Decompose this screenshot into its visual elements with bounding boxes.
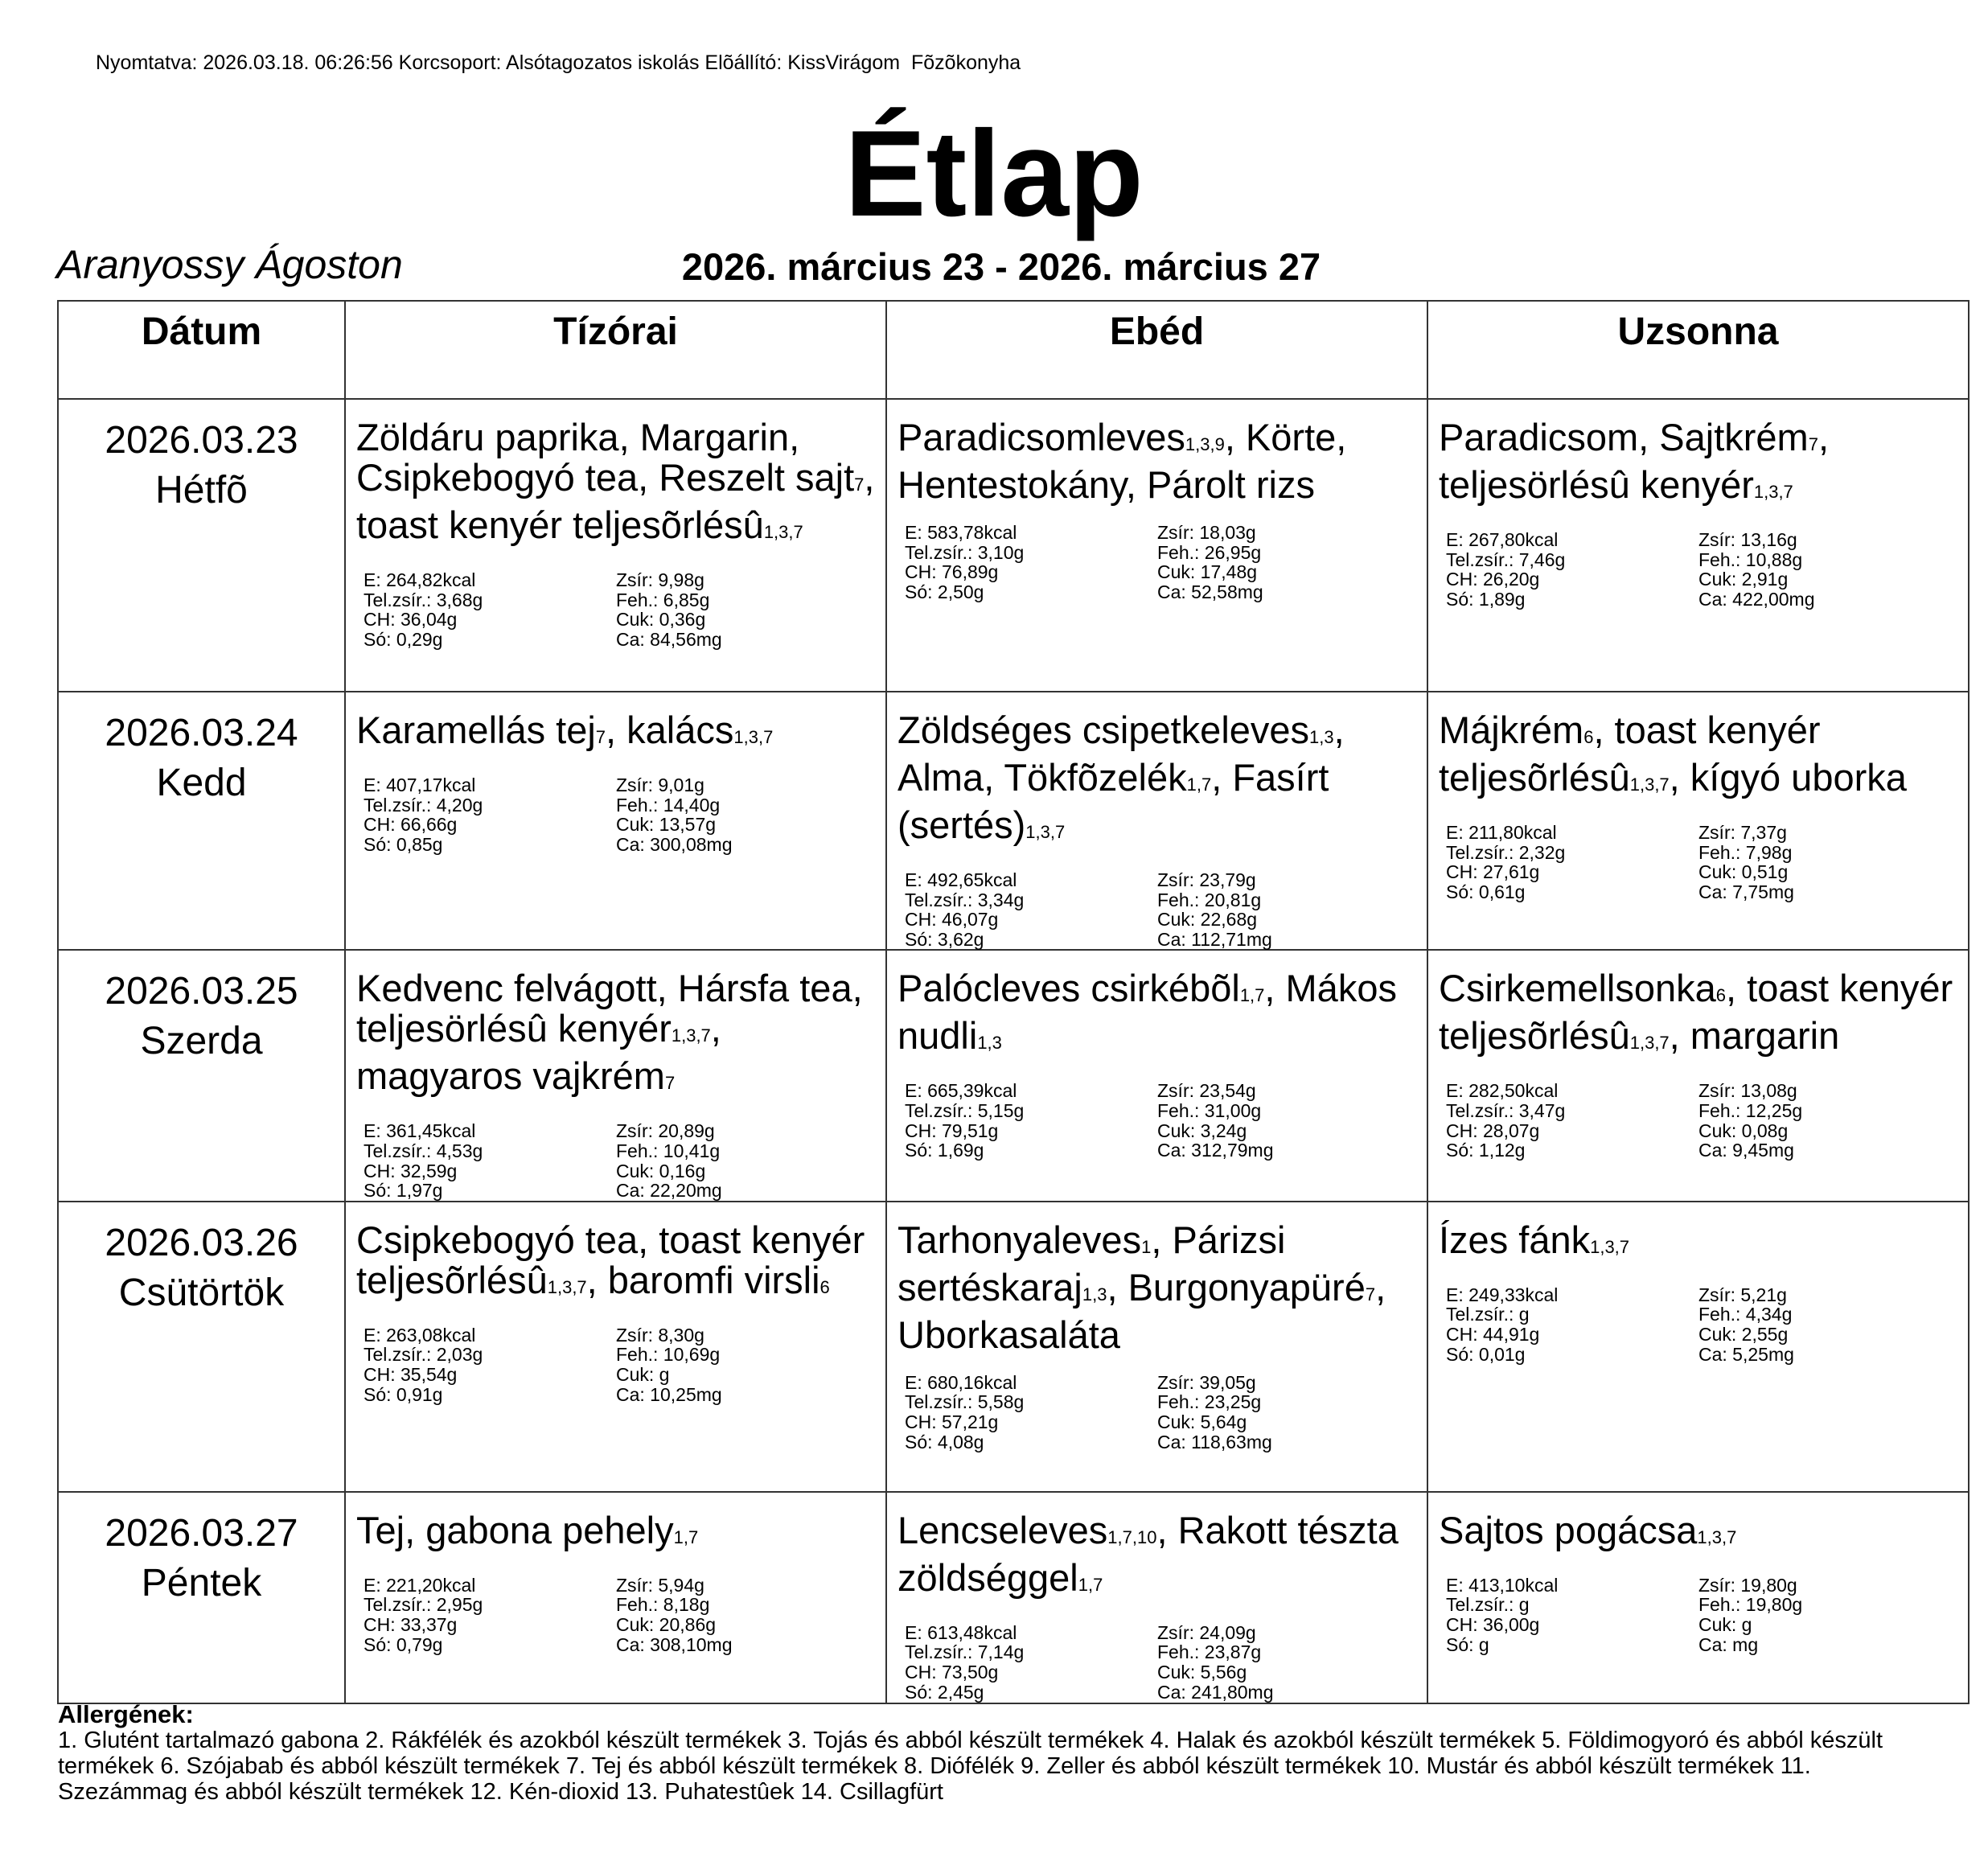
food-text: , baromfi virsli — [586, 1258, 820, 1301]
food-text: , kalács — [606, 709, 734, 751]
nutrition-value: CH: 66,66g — [364, 814, 458, 836]
nutrition-value: Feh.: 23,87g — [1157, 1641, 1262, 1663]
meal-cell-ebed — [886, 399, 1427, 692]
nutrition-value: CH: 32,59g — [364, 1160, 458, 1181]
allergen-codes: 7 — [595, 727, 606, 747]
allergen-codes: 1,3,7 — [547, 1276, 587, 1297]
nutrition-value: Só: 3,62g — [905, 928, 984, 950]
allergen-codes: 1,3,7 — [1697, 1526, 1737, 1547]
nutrition-value: Feh.: 7,98g — [1698, 841, 1793, 863]
table-row — [58, 1492, 1969, 1703]
allergen-codes: 1,3,7 — [1629, 774, 1670, 795]
nutrition-value: E: 680,16kcal — [905, 1371, 1017, 1393]
nutrition-value: Tel.zsír.: 5,58g — [905, 1391, 1025, 1413]
food-text: , margarin — [1669, 1014, 1840, 1058]
nutrition-value: Ca: 308,10mg — [616, 1633, 733, 1655]
food-text: , magyaros vajkrém — [356, 1007, 721, 1098]
date-cell — [58, 399, 345, 692]
meal-cell-tizorai — [345, 692, 886, 950]
nutrition-value: Só: 4,08g — [905, 1431, 984, 1452]
food-text: , kígyó uborka — [1669, 756, 1907, 799]
nutrition-value: CH: 28,07g — [1446, 1120, 1540, 1141]
allergen-codes: 7 — [1808, 434, 1818, 454]
allergen-codes: 6 — [819, 1276, 830, 1297]
nutrition-value: Ca: 10,25mg — [616, 1383, 722, 1405]
nutrition-value: CH: 46,07g — [905, 909, 999, 931]
nutrition-value: Cuk: 17,48g — [1157, 561, 1258, 583]
food-list — [887, 1202, 1427, 1355]
menu-table — [57, 300, 1970, 1704]
nutrition-value: Zsír: 18,03g — [1157, 522, 1256, 543]
nutrition-value: Tel.zsír.: 3,10g — [905, 541, 1025, 563]
food-list — [1428, 1493, 1968, 1558]
nutrition-value: Zsír: 23,54g — [1157, 1080, 1256, 1102]
allergen-codes: 6 — [1583, 727, 1594, 747]
date-value: 2026.03.24 — [105, 712, 298, 754]
nutrition-value: Feh.: 20,81g — [1157, 889, 1262, 910]
food-text: Ízes fánk — [1439, 1218, 1591, 1261]
nutrition-value: Zsír: 8,30g — [616, 1324, 704, 1346]
food-text: Májkrém — [1439, 709, 1584, 751]
table-row — [58, 399, 1969, 692]
meal-cell-uzsonna — [1427, 1202, 1969, 1492]
nutrition-value: Zsír: 19,80g — [1698, 1574, 1797, 1596]
nutrition-value: Ca: 52,58mg — [1157, 581, 1263, 602]
nutrition-value: Cuk: 2,91g — [1698, 569, 1789, 590]
meal-cell-ebed — [886, 692, 1427, 950]
table-row — [58, 692, 1969, 950]
nutrition-info — [887, 1605, 1427, 1702]
meal-cell-tizorai — [345, 1492, 886, 1703]
date-cell — [58, 1492, 345, 1703]
nutrition-value: E: 413,10kcal — [1446, 1574, 1559, 1596]
allergen-codes: 7 — [1365, 1284, 1376, 1304]
nutrition-value: Cuk: 0,16g — [616, 1160, 706, 1181]
allergen-codes: 1,7 — [1186, 774, 1212, 795]
food-text: Zöldáru paprika, Margarin, Csipkebogyó tea, Reszelt sajt — [356, 416, 855, 499]
nutrition-value: Tel.zsír.: 5,15g — [905, 1099, 1025, 1121]
food-text: Csirkemellsonka — [1439, 967, 1716, 1010]
nutrition-value: Zsír: 7,37g — [1698, 822, 1787, 843]
nutrition-value: Tel.zsír.: 3,47g — [1446, 1099, 1566, 1121]
allergen-legend — [58, 1702, 1908, 1805]
nutrition-info — [346, 758, 885, 854]
nutrition-value: CH: 36,00g — [1446, 1613, 1540, 1635]
allergen-codes: 1,3,7 — [1629, 1033, 1670, 1054]
food-text: Paradicsomleves — [897, 416, 1185, 458]
allergen-codes: 7 — [854, 475, 865, 495]
nutrition-value: Feh.: 23,25g — [1157, 1391, 1262, 1413]
nutrition-value: Feh.: 10,41g — [616, 1140, 721, 1161]
meal-cell-uzsonna — [1427, 950, 1969, 1201]
nutrition-value: E: 221,20kcal — [364, 1574, 476, 1596]
allergen-codes: 1 — [1141, 1236, 1152, 1257]
nutrition-value: Zsír: 13,08g — [1698, 1080, 1797, 1102]
nutrition-value: Ca: 422,00mg — [1698, 588, 1815, 610]
nutrition-value: Feh.: 10,69g — [616, 1344, 721, 1366]
nutrition-value: Tel.zsír.: 2,32g — [1446, 841, 1566, 863]
nutrition-value: Só: 0,29g — [364, 628, 443, 650]
food-list — [346, 400, 885, 553]
nutrition-value: CH: 57,21g — [905, 1411, 999, 1432]
nutrition-value: Zsír: 5,94g — [616, 1574, 704, 1596]
allergen-list: 1. Glutént tartalmazó gabona 2. Rákfélék és azokból készült termékek 3. Tojás és abból készült termékek 4. Halak és azokból készült termékek 5. Földimogyoró és abból készült termékek 6. Szójabab és abból készült termékek 7. Tej és abból készült termékek 8. Diófélék 9. Zeller és abból készült termékek 10. Mustár és abból készült termékek 11. Szezámmag és abból készült termékek 12. Kén-dioxid 13. Puhatestûek 14. Csillagfürt — [58, 1728, 1883, 1805]
allergen-codes: 1,3,7 — [763, 522, 803, 542]
nutrition-value: Só: 0,01g — [1446, 1343, 1526, 1365]
allergen-codes: 1,3 — [1309, 727, 1334, 747]
meal-cell-tizorai — [345, 1202, 886, 1492]
meal-cell-tizorai — [345, 950, 886, 1201]
column-header-date: Dátum — [58, 301, 345, 399]
date-value: 2026.03.27 — [105, 1511, 298, 1555]
food-text: , teljesörlésû kenyér — [1439, 416, 1830, 506]
nutrition-info — [346, 553, 885, 649]
date-cell — [58, 692, 345, 950]
date-value: 2026.03.26 — [105, 1221, 298, 1264]
column-header-tizorai: Tízórai — [345, 301, 886, 399]
meal-cell-ebed — [886, 1202, 1427, 1492]
food-text: , Fasírt (sertés) — [897, 756, 1329, 846]
day-name: Szerda — [140, 1020, 263, 1063]
allergen-codes: 1,7 — [1239, 985, 1265, 1006]
nutrition-value: Zsír: 9,01g — [616, 774, 704, 795]
nutrition-value: E: 583,78kcal — [905, 522, 1017, 543]
food-list — [1428, 951, 1968, 1063]
nutrition-value: Zsír: 5,21g — [1698, 1284, 1787, 1305]
nutrition-info — [1428, 1558, 1968, 1654]
nutrition-value: Só: 0,79g — [364, 1633, 443, 1655]
food-text: Csipkebogyó tea, toast kenyér teljesõrlésû — [356, 1218, 865, 1301]
person-name: Aranyossy Ágoston — [56, 242, 403, 287]
meal-cell-tizorai — [345, 399, 886, 692]
nutrition-value: E: 407,17kcal — [364, 774, 476, 795]
food-list — [887, 400, 1427, 505]
food-text: Tej, gabona pehely — [356, 1508, 674, 1551]
nutrition-value: Feh.: 4,34g — [1698, 1304, 1793, 1325]
nutrition-value: Feh.: 31,00g — [1157, 1099, 1262, 1121]
nutrition-value: Cuk: g — [1698, 1613, 1752, 1635]
food-list — [887, 692, 1427, 853]
nutrition-value: E: 282,50kcal — [1446, 1080, 1559, 1102]
nutrition-value: Tel.zsír.: g — [1446, 1304, 1530, 1325]
nutrition-value: Tel.zsír.: 2,95g — [364, 1594, 483, 1616]
nutrition-value: CH: 73,50g — [905, 1661, 999, 1682]
food-text: , Párizsi sertéskaraj — [897, 1218, 1286, 1309]
nutrition-value: Só: 2,45g — [905, 1681, 984, 1703]
allergen-codes: 1,3,7 — [1590, 1236, 1630, 1257]
nutrition-value: Zsír: 23,79g — [1157, 869, 1256, 890]
food-text: , Burgonyapüré — [1107, 1265, 1366, 1309]
nutrition-value: Zsír: 24,09g — [1157, 1621, 1256, 1643]
food-text: , Uborkasaláta — [897, 1265, 1386, 1356]
food-text: , toast kenyér teljesõrlésû — [1439, 967, 1953, 1058]
nutrition-info — [346, 1308, 885, 1404]
nutrition-value: CH: 76,89g — [905, 561, 999, 583]
nutrition-info — [887, 1063, 1427, 1160]
nutrition-info — [1428, 805, 1968, 902]
nutrition-value: CH: 79,51g — [905, 1120, 999, 1141]
nutrition-value: Só: 1,12g — [1446, 1140, 1526, 1161]
nutrition-value: Tel.zsír.: 3,34g — [905, 889, 1025, 910]
column-header-uzsonna: Uzsonna — [1427, 301, 1969, 399]
nutrition-info — [887, 505, 1427, 602]
nutrition-value: E: 249,33kcal — [1446, 1284, 1559, 1305]
food-list — [887, 1493, 1427, 1605]
food-text: , Mákos nudli — [897, 967, 1397, 1058]
nutrition-value: E: 492,65kcal — [905, 869, 1017, 890]
food-text: , Alma, Tökfõzelék — [897, 709, 1345, 799]
nutrition-value: Ca: 5,25mg — [1698, 1343, 1794, 1365]
nutrition-value: E: 263,08kcal — [364, 1324, 476, 1346]
food-list — [887, 951, 1427, 1063]
date-value: 2026.03.23 — [105, 419, 298, 462]
meal-cell-ebed — [886, 1492, 1427, 1703]
nutrition-value: Cuk: 22,68g — [1157, 909, 1258, 931]
food-text: Kedvenc felvágott, Hársfa tea, teljesörlésû kenyér — [356, 967, 863, 1050]
nutrition-value: Só: 1,89g — [1446, 588, 1526, 610]
nutrition-value: CH: 27,61g — [1446, 861, 1540, 883]
nutrition-value: Zsír: 20,89g — [616, 1120, 715, 1142]
date-cell — [58, 1202, 345, 1492]
allergen-codes: 1,7 — [1078, 1574, 1103, 1595]
allergen-codes: 1,7,10 — [1107, 1526, 1157, 1547]
food-text: Lencseleves — [897, 1508, 1108, 1551]
allergen-codes: 6 — [1715, 985, 1727, 1006]
date-cell — [58, 950, 345, 1201]
nutrition-info — [346, 1558, 885, 1654]
nutrition-value: Só: 1,69g — [905, 1140, 984, 1161]
food-list — [346, 951, 885, 1103]
food-text: , Rakott tészta zöldséggel — [897, 1508, 1399, 1599]
food-text: , toast kenyér teljesõrlésû — [1439, 709, 1821, 799]
nutrition-value: Tel.zsír.: 7,14g — [905, 1641, 1025, 1663]
food-text: Paradicsom, Sajtkrém — [1439, 416, 1809, 458]
nutrition-value: Ca: 300,08mg — [616, 833, 733, 855]
nutrition-info — [887, 1355, 1427, 1452]
food-text: Karamellás tej — [356, 709, 596, 751]
day-name: Hétfõ — [155, 469, 248, 512]
table-row — [58, 950, 1969, 1201]
nutrition-value: Só: 1,97g — [364, 1180, 443, 1202]
print-info: Nyomtatva: 2026.03.18. 06:26:56 Korcsoport: Alsótagozatos iskolás Elõállító: KissVirágom Fõzõkonyha — [96, 51, 1021, 74]
food-text: , toast kenyér teljesõrlésû — [356, 456, 875, 546]
page-title: Étlap — [844, 105, 1144, 242]
allergen-codes: 1,3,7 — [1025, 822, 1066, 842]
nutrition-value: Cuk: 0,36g — [616, 609, 706, 631]
nutrition-value: CH: 36,04g — [364, 609, 458, 631]
nutrition-value: Tel.zsír.: 4,53g — [364, 1140, 483, 1161]
nutrition-value: Cuk: 20,86g — [616, 1613, 717, 1635]
food-list — [1428, 692, 1968, 805]
allergen-codes: 1,3,7 — [1753, 482, 1793, 502]
meal-cell-uzsonna — [1427, 399, 1969, 692]
nutrition-value: Feh.: 10,88g — [1698, 549, 1803, 570]
nutrition-info — [1428, 1063, 1968, 1160]
nutrition-value: Zsír: 9,98g — [616, 569, 704, 590]
nutrition-value: Só: 0,91g — [364, 1383, 443, 1405]
nutrition-value: CH: 44,91g — [1446, 1323, 1540, 1345]
meal-cell-uzsonna — [1427, 1492, 1969, 1703]
allergen-codes: 1,3 — [977, 1033, 1002, 1054]
allergen-heading: Allergének: — [58, 1700, 194, 1728]
allergen-codes: 1,7 — [673, 1526, 699, 1547]
nutrition-value: E: 665,39kcal — [905, 1080, 1017, 1102]
nutrition-value: Cuk: 3,24g — [1157, 1120, 1247, 1141]
allergen-codes: 1,3,7 — [733, 727, 774, 747]
nutrition-value: Cuk: 5,64g — [1157, 1411, 1247, 1432]
food-text: Tarhonyaleves — [897, 1218, 1142, 1261]
nutrition-value: E: 361,45kcal — [364, 1120, 476, 1142]
nutrition-value: Só: 0,61g — [1446, 881, 1526, 902]
nutrition-value: CH: 26,20g — [1446, 569, 1540, 590]
nutrition-value: Cuk: g — [616, 1363, 670, 1385]
nutrition-value: Zsír: 13,16g — [1698, 529, 1797, 550]
nutrition-value: Cuk: 5,56g — [1157, 1661, 1247, 1682]
food-text: Palócleves csirkébõl — [897, 967, 1240, 1010]
nutrition-value: Feh.: 12,25g — [1698, 1099, 1803, 1121]
nutrition-value: E: 267,80kcal — [1446, 529, 1559, 550]
allergen-codes: 1,3,7 — [671, 1025, 711, 1046]
food-text: , Körte, Hentestokány, Párolt rizs — [897, 416, 1347, 506]
food-list — [1428, 400, 1968, 512]
nutrition-info — [346, 1103, 885, 1200]
nutrition-value: Tel.zsír.: 3,68g — [364, 589, 483, 610]
nutrition-value: Cuk: 0,08g — [1698, 1120, 1789, 1141]
header-row — [58, 301, 1969, 399]
nutrition-value: Ca: 241,80mg — [1157, 1681, 1274, 1703]
nutrition-value: Ca: 112,71mg — [1157, 928, 1272, 950]
nutrition-value: Zsír: 39,05g — [1157, 1371, 1256, 1393]
nutrition-value: Ca: 9,45mg — [1698, 1140, 1794, 1161]
nutrition-value: E: 264,82kcal — [364, 569, 476, 590]
allergen-codes: 7 — [664, 1073, 676, 1094]
food-list — [1428, 1202, 1968, 1268]
nutrition-value: Tel.zsír.: 2,03g — [364, 1344, 483, 1366]
nutrition-value: CH: 35,54g — [364, 1363, 458, 1385]
date-range: 2026. március 23 - 2026. március 27 — [681, 245, 1321, 288]
nutrition-value: Feh.: 8,18g — [616, 1594, 710, 1616]
food-text: Zöldséges csipetkeleves — [897, 709, 1310, 751]
day-name: Kedd — [156, 762, 247, 804]
meal-cell-uzsonna — [1427, 692, 1969, 950]
nutrition-info — [1428, 512, 1968, 609]
nutrition-value: Feh.: 6,85g — [616, 589, 710, 610]
nutrition-value: Só: 0,85g — [364, 833, 443, 855]
nutrition-value: Cuk: 2,55g — [1698, 1323, 1789, 1345]
table-row — [58, 1202, 1969, 1492]
nutrition-value: Tel.zsír.: g — [1446, 1594, 1530, 1616]
nutrition-value: Ca: 118,63mg — [1157, 1431, 1272, 1452]
date-value: 2026.03.25 — [105, 970, 298, 1013]
nutrition-value: Ca: mg — [1698, 1633, 1759, 1655]
allergen-codes: 1,3,9 — [1185, 434, 1225, 454]
food-list — [346, 1493, 885, 1558]
meal-cell-ebed — [886, 950, 1427, 1201]
nutrition-value: E: 211,80kcal — [1446, 822, 1557, 843]
nutrition-value: Tel.zsír.: 4,20g — [364, 794, 483, 816]
nutrition-value: E: 613,48kcal — [905, 1621, 1017, 1643]
nutrition-value: Feh.: 14,40g — [616, 794, 721, 816]
nutrition-value: Feh.: 19,80g — [1698, 1594, 1803, 1616]
food-text: Sajtos pogácsa — [1439, 1508, 1698, 1551]
nutrition-value: Ca: 84,56mg — [616, 628, 722, 650]
nutrition-value: Ca: 22,20mg — [616, 1180, 722, 1202]
nutrition-value: Tel.zsír.: 7,46g — [1446, 549, 1566, 570]
nutrition-value: Cuk: 13,57g — [616, 814, 717, 836]
nutrition-value: Cuk: 0,51g — [1698, 861, 1789, 883]
allergen-codes: 1,3 — [1082, 1284, 1107, 1304]
food-list — [346, 1202, 885, 1308]
day-name: Péntek — [141, 1561, 262, 1604]
day-name: Csütörtök — [118, 1271, 285, 1314]
food-list — [346, 692, 885, 758]
nutrition-value: Ca: 312,79mg — [1157, 1140, 1274, 1161]
nutrition-value: Só: 2,50g — [905, 581, 984, 602]
nutrition-value: Só: g — [1446, 1633, 1489, 1655]
nutrition-value: Ca: 7,75mg — [1698, 881, 1794, 902]
column-header-ebed: Ebéd — [886, 301, 1427, 399]
nutrition-info — [887, 853, 1427, 949]
nutrition-value: CH: 33,37g — [364, 1613, 458, 1635]
nutrition-info — [1428, 1268, 1968, 1364]
nutrition-value: Feh.: 26,95g — [1157, 541, 1262, 563]
